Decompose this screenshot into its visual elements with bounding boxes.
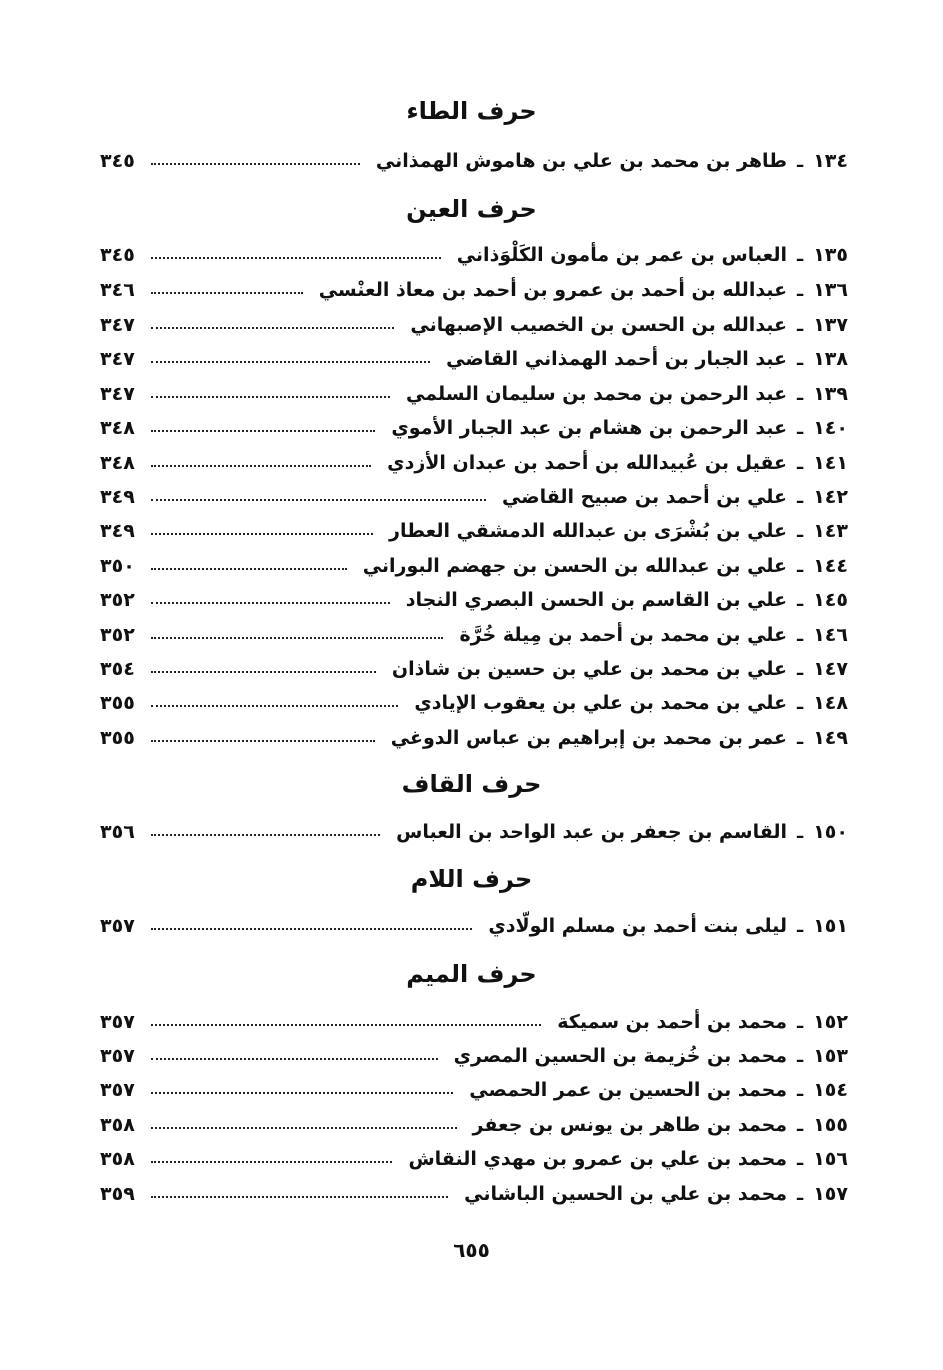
- index-entry: [100, 1041, 848, 1071]
- entry-page-ref: ٣٤٥: [100, 150, 135, 172]
- entry-number: ١٥٢: [813, 1011, 848, 1033]
- entry-dash: ـ: [797, 314, 804, 336]
- page-number: ٦٥٥: [453, 1238, 490, 1262]
- dot-leader: [151, 361, 430, 363]
- entry-number: ١٤١: [813, 452, 848, 474]
- index-entry: [100, 585, 848, 615]
- entry-page-ref: ٣٥٧: [100, 1079, 135, 1101]
- section-heading-qaf: حرف القاف: [401, 770, 542, 798]
- entry-page-ref: ٣٤٩: [100, 486, 135, 508]
- entry-name: علي بن عبدالله بن الحسن بن جهضم البوراني: [362, 555, 788, 577]
- entry-dash: ـ: [797, 1011, 804, 1033]
- entry-number: ١٣٧: [813, 314, 848, 336]
- dot-leader: [151, 1092, 453, 1094]
- entry-dash: ـ: [797, 486, 804, 508]
- entry-dash: ـ: [797, 244, 804, 266]
- entry-number: ١٤٤: [813, 555, 848, 577]
- index-entry: [100, 551, 848, 581]
- entry-dash: ـ: [797, 727, 804, 749]
- entry-name: عبدالله بن الحسن بن الخصيب الإصبهاني: [410, 314, 788, 336]
- entry-page-ref: ٣٤٧: [100, 348, 135, 370]
- entry-number: ١٥٦: [813, 1148, 848, 1170]
- entry-number: ١٤٢: [813, 486, 848, 508]
- entry-dash: ـ: [797, 1183, 804, 1205]
- entry-number: ١٥٣: [813, 1045, 848, 1067]
- entry-dash: ـ: [797, 1148, 804, 1170]
- entry-dash: ـ: [797, 1045, 804, 1067]
- entry-name: عبد الرحمن بن هشام بن عبد الجبار الأموي: [391, 417, 788, 439]
- entry-page-ref: ٣٤٧: [100, 383, 135, 405]
- entry-number: ١٤٧: [813, 658, 848, 680]
- index-entry: [100, 1110, 848, 1140]
- entry-page-ref: ٣٥٨: [100, 1148, 135, 1170]
- index-entry: [100, 275, 848, 305]
- section-heading-ain: حرف العين: [406, 195, 537, 223]
- dot-leader: [151, 928, 473, 930]
- entry-name: علي بن أحمد بن صبيح القاضي: [502, 486, 788, 508]
- entry-number: ١٣٤: [813, 150, 848, 172]
- entry-name: علي بن بُشْرَى بن عبدالله الدمشقي العطار: [389, 520, 788, 542]
- entry-number: ١٥١: [813, 915, 848, 937]
- entry-page-ref: ٣٤٨: [100, 417, 135, 439]
- index-entry: [100, 723, 848, 753]
- index-entry: [100, 688, 848, 718]
- dot-leader: [151, 1196, 448, 1198]
- entry-name: علي بن القاسم بن الحسن البصري النجاد: [405, 589, 788, 611]
- entry-number: ١٤٩: [813, 727, 848, 749]
- dot-leader: [151, 292, 303, 294]
- entry-dash: ـ: [797, 589, 804, 611]
- dot-leader: [151, 1058, 438, 1060]
- entry-name: القاسم بن جعفر بن عبد الواحد بن العباس: [396, 821, 788, 843]
- entry-name: العباس بن عمر بن مأمون الكَلْوَذاني: [456, 244, 788, 266]
- index-entry: [100, 146, 848, 176]
- section-heading-mim: حرف الميم: [406, 960, 537, 988]
- entry-dash: ـ: [797, 692, 804, 714]
- entry-page-ref: ٣٥٥: [100, 727, 135, 749]
- entry-name: عبدالله بن أحمد بن عمرو بن أحمد بن معاذ العنْسي: [318, 279, 788, 301]
- entry-dash: ـ: [797, 520, 804, 542]
- entry-page-ref: ٣٥٧: [100, 1011, 135, 1033]
- entry-name: عقيل بن عُبيدالله بن أحمد بن عبدان الأزدي: [387, 452, 788, 474]
- index-entry: [100, 448, 848, 478]
- dot-leader: [151, 1161, 393, 1163]
- dot-leader: [151, 257, 441, 259]
- entry-name: عمر بن محمد بن إبراهيم بن عباس الدوغي: [390, 727, 788, 749]
- entry-name: محمد بن علي بن عمرو بن مهدي النقاش: [408, 1148, 788, 1170]
- entry-dash: ـ: [797, 150, 804, 172]
- index-entry: [100, 1179, 848, 1209]
- entry-number: ١٤٣: [813, 520, 848, 542]
- index-entry: [100, 482, 848, 512]
- entry-name: محمد بن علي بن الحسين الباشاني: [464, 1183, 788, 1205]
- entry-page-ref: ٣٥٢: [100, 589, 135, 611]
- dot-leader: [151, 568, 347, 570]
- entry-page-ref: ٣٥٤: [100, 658, 135, 680]
- entry-page-ref: ٣٥٥: [100, 692, 135, 714]
- entry-number: ١٣٨: [813, 348, 848, 370]
- entry-page-ref: ٣٥٨: [100, 1114, 135, 1136]
- dot-leader: [151, 705, 399, 707]
- entry-number: ١٥٠: [813, 821, 848, 843]
- entry-page-ref: ٣٤٨: [100, 452, 135, 474]
- entry-number: ١٤٦: [813, 624, 848, 646]
- index-entry: [100, 654, 848, 684]
- entry-dash: ـ: [797, 348, 804, 370]
- index-entry: [100, 516, 848, 546]
- section-heading-ta: حرف الطاء: [406, 97, 537, 125]
- index-entry: [100, 1007, 848, 1037]
- entry-page-ref: ٣٥٢: [100, 624, 135, 646]
- entry-name: طاهر بن محمد بن علي بن هاموش الهمذاني: [375, 150, 788, 172]
- dot-leader: [151, 163, 360, 165]
- entry-name: علي بن محمد بن أحمد بن مِيلة خُرَّة: [459, 624, 788, 646]
- dot-leader: [151, 396, 390, 398]
- entry-name: محمد بن أحمد بن سميكة: [557, 1011, 788, 1033]
- entry-number: ١٤٥: [813, 589, 848, 611]
- index-entry: [100, 620, 848, 650]
- entry-dash: ـ: [797, 555, 804, 577]
- entry-page-ref: ٣٤٥: [100, 244, 135, 266]
- dot-leader: [151, 740, 375, 742]
- entry-name: عبد الجبار بن أحمد الهمذاني القاضي: [446, 348, 788, 370]
- dot-leader: [151, 1024, 541, 1026]
- entry-number: ١٥٧: [813, 1183, 848, 1205]
- entry-name: عبد الرحمن بن محمد بن سليمان السلمي: [406, 383, 788, 405]
- entry-number: ١٥٥: [813, 1114, 848, 1136]
- entry-page-ref: ٣٤٩: [100, 520, 135, 542]
- index-entry: [100, 911, 848, 941]
- entry-name: علي بن محمد بن علي بن يعقوب الإيادي: [414, 692, 788, 714]
- dot-leader: [151, 602, 390, 604]
- dot-leader: [151, 834, 380, 836]
- entry-dash: ـ: [797, 658, 804, 680]
- index-entry: [100, 379, 848, 409]
- entry-number: ١٤٠: [813, 417, 848, 439]
- dot-leader: [151, 533, 373, 535]
- index-entry: [100, 413, 848, 443]
- entry-dash: ـ: [797, 1114, 804, 1136]
- entry-dash: ـ: [797, 624, 804, 646]
- index-entry: [100, 344, 848, 374]
- dot-leader: [151, 327, 395, 329]
- dot-leader: [151, 1127, 457, 1129]
- dot-leader: [151, 430, 376, 432]
- entry-page-ref: ٣٤٧: [100, 314, 135, 336]
- index-entry: [100, 817, 848, 847]
- entry-dash: ـ: [797, 417, 804, 439]
- dot-leader: [151, 671, 376, 673]
- entry-dash: ـ: [797, 1079, 804, 1101]
- dot-leader: [151, 465, 371, 467]
- entry-dash: ـ: [797, 452, 804, 474]
- entry-dash: ـ: [797, 821, 804, 843]
- entry-page-ref: ٣٤٦: [100, 279, 135, 301]
- entry-number: ١٣٥: [813, 244, 848, 266]
- entry-name: ليلى بنت أحمد بن مسلم الولّادي: [488, 915, 788, 937]
- entry-number: ١٣٩: [813, 383, 848, 405]
- dot-leader: [151, 637, 444, 639]
- entry-dash: ـ: [797, 279, 804, 301]
- index-entry: [100, 240, 848, 270]
- entry-page-ref: ٣٥٦: [100, 821, 135, 843]
- entry-name: محمد بن الحسين بن عمر الحمصي: [469, 1079, 788, 1101]
- section-heading-lam: حرف اللام: [410, 865, 533, 893]
- entry-number: ١٥٤: [813, 1079, 848, 1101]
- index-entry: [100, 1144, 848, 1174]
- entry-page-ref: ٣٥٧: [100, 915, 135, 937]
- entry-dash: ـ: [797, 915, 804, 937]
- dot-leader: [151, 499, 486, 501]
- index-entry: [100, 1075, 848, 1105]
- entry-page-ref: ٣٥٠: [100, 555, 135, 577]
- entry-number: ١٤٨: [813, 692, 848, 714]
- entry-name: محمد بن طاهر بن يونس بن جعفر: [472, 1114, 788, 1136]
- entry-name: محمد بن خُزيمة بن الحسين المصري: [453, 1045, 788, 1067]
- entry-name: علي بن محمد بن علي بن حسين بن شاذان: [391, 658, 788, 680]
- entry-dash: ـ: [797, 383, 804, 405]
- index-entry: [100, 310, 848, 340]
- entry-number: ١٣٦: [813, 279, 848, 301]
- entry-page-ref: ٣٥٩: [100, 1183, 135, 1205]
- entry-page-ref: ٣٥٧: [100, 1045, 135, 1067]
